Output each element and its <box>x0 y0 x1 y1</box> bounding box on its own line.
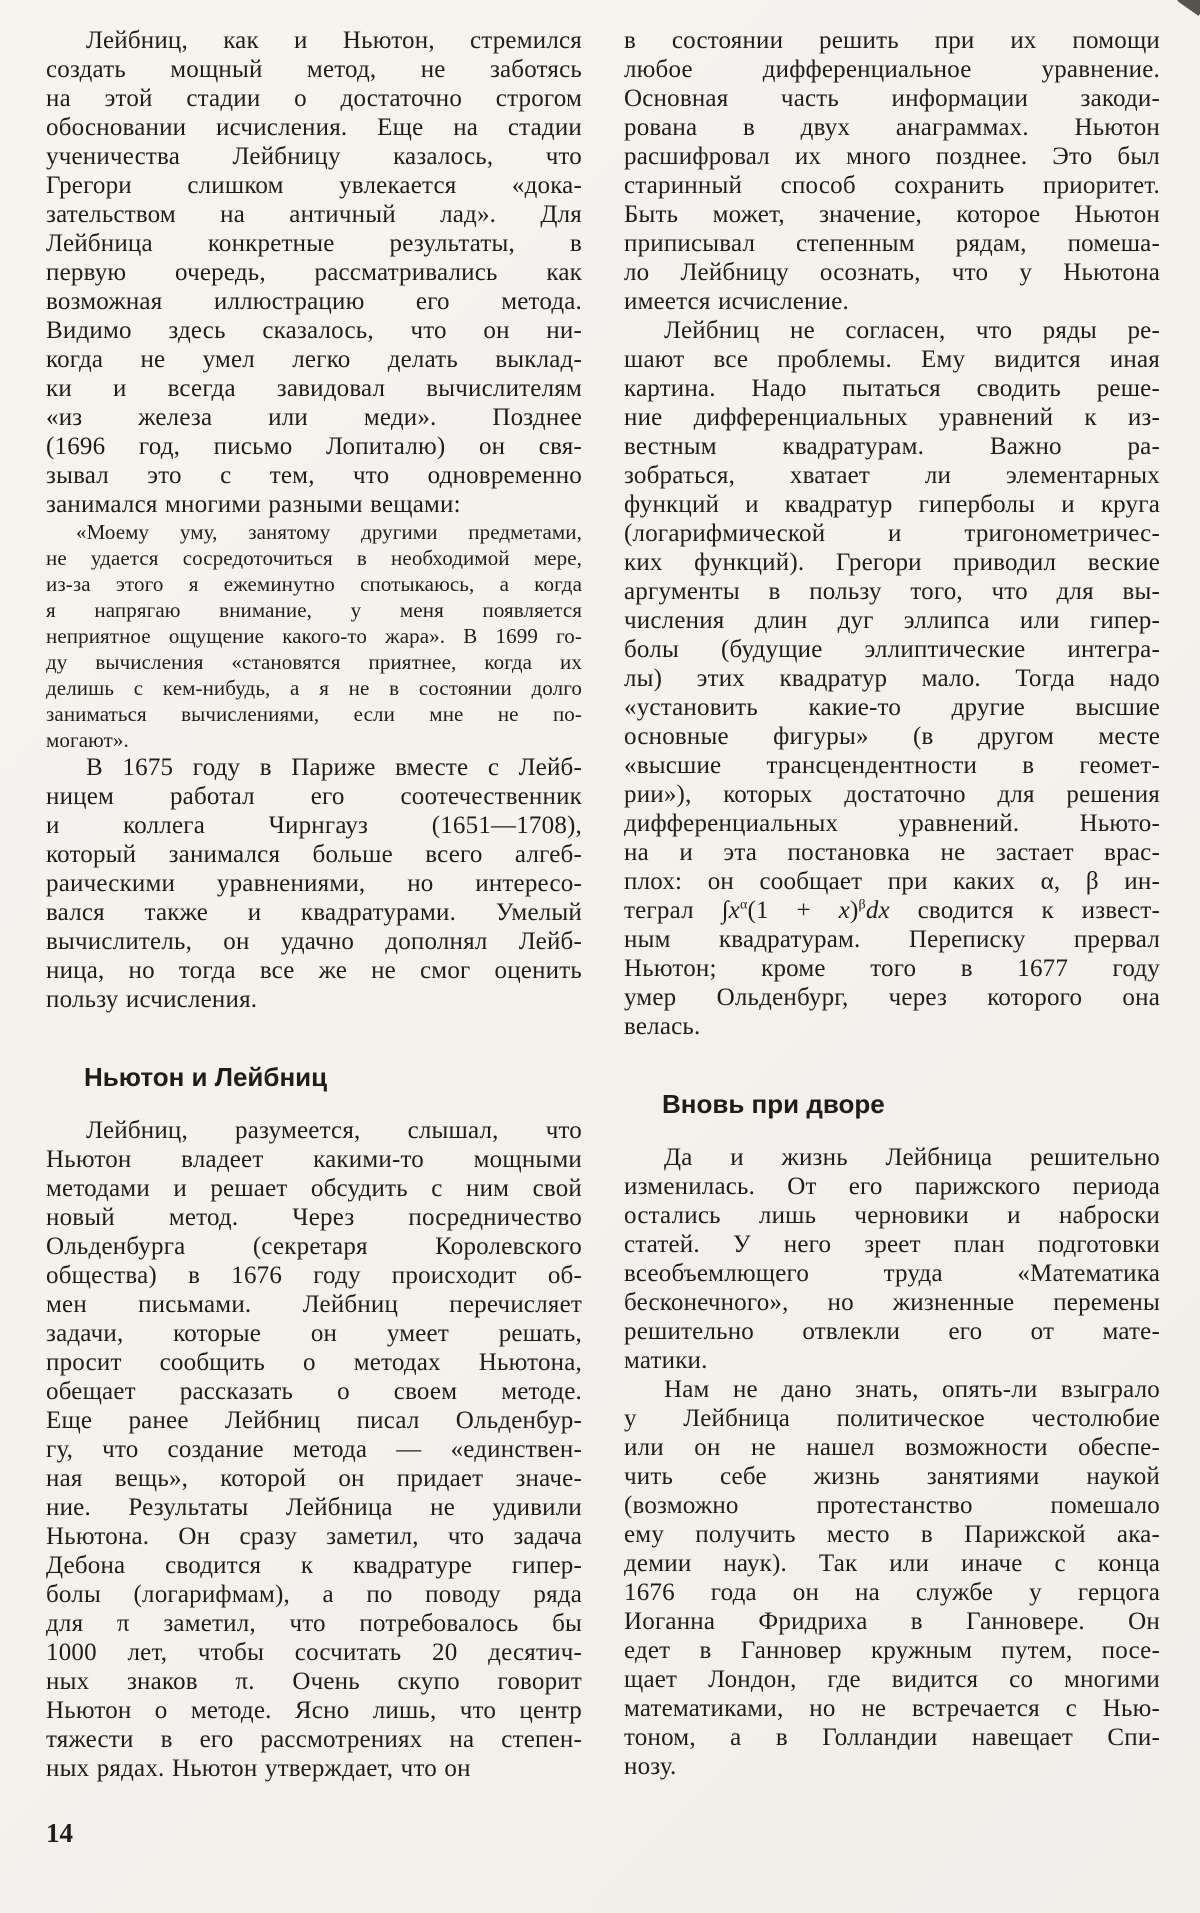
text-line: первую очередь, рассматривались как <box>46 259 582 286</box>
text-line: остались лишь черновики и наброски <box>624 1202 1160 1229</box>
text-line: лы) этих квадратур мало. Тогда надо <box>624 665 1160 692</box>
text-line: (1696 год, письмо Лопиталю) он свя- <box>46 433 582 460</box>
text-line: Ньютон; кроме того в 1677 году <box>624 955 1160 982</box>
text-line: обосновании исчисления. Еще на стадии <box>46 114 582 141</box>
paragraph <box>624 1375 1160 1781</box>
text-line: для π заметил, что потребовалось бы <box>46 1610 582 1637</box>
text-line: ницем работал его соотечественник <box>46 783 582 810</box>
text-line: ких функций). Грегори приводил веские <box>624 549 1160 576</box>
text-line: заниматься вычислениями, если мне не по- <box>46 702 582 726</box>
text-line: гу, что создание метода — «единствен- <box>46 1436 582 1463</box>
text-line: Лейбниц не согласен, что ряды ре- <box>664 317 1160 344</box>
text-line: щает Лондон, где видится со многими <box>624 1666 1160 1693</box>
text-line: рии»), которых достаточно для решения <box>624 781 1160 808</box>
text-line: матики. <box>624 1347 708 1374</box>
paragraph <box>46 1116 582 1783</box>
text-line: делишь с кем-нибудь, а я не в состоянии долго <box>46 676 582 700</box>
text-line: Дебона сводится к квадратуре гипер- <box>46 1552 582 1579</box>
text-line: «из железа или меди». Позднее <box>46 404 582 431</box>
formula-segment: ) <box>849 897 859 924</box>
page-number: 14 <box>46 1818 73 1848</box>
paragraph <box>624 316 1160 1041</box>
text-line: новый метод. Через посредничество <box>46 1204 582 1231</box>
text-line: вычислитель, он удачно дополнял Лейб- <box>46 928 582 955</box>
text-line: любое дифференциальное уравнение. <box>624 56 1160 83</box>
formula-line <box>624 896 1160 925</box>
text-line: на и эта постановка не застает врас- <box>624 839 1160 866</box>
text-line: Видимо здесь сказалось, что он ни- <box>46 317 582 344</box>
text-columns <box>46 26 1160 1783</box>
text-line: не удается сосредоточиться в необходимой мере, <box>46 546 582 570</box>
text-line: ки и всегда завидовал вычислителям <box>46 375 582 402</box>
text-line: Быть может, значение, которое Ньютон <box>624 201 1160 228</box>
text-line: ло Лейбницу осознать, что у Ньютона <box>624 259 1160 286</box>
formula-segment: α <box>739 897 748 913</box>
text-line: зательством на античный лад». Для <box>46 201 582 228</box>
text-line: чить себе жизнь занятиями наукой <box>624 1463 1160 1490</box>
text-line: ным квадратурам. Переписку прервал <box>624 926 1160 953</box>
text-line: Ньютона. Он сразу заметил, что задача <box>46 1523 582 1550</box>
formula-segment: dx <box>865 897 890 924</box>
text-line: Лейбниц, как и Ньютон, стремился <box>86 27 582 54</box>
text-line: бесконечного», но жизненные перемены <box>624 1289 1160 1316</box>
text-line: просит сообщить о методах Ньютона, <box>46 1349 582 1376</box>
text-line: «Моему уму, занятому другими предметами, <box>76 520 582 544</box>
text-line: велась. <box>624 1013 701 1040</box>
text-line: общества) в 1676 году происходит об- <box>46 1262 582 1289</box>
text-line: который занимался больше всего алгеб- <box>46 841 582 868</box>
text-line: и коллега Чирнгауз (1651—1708), <box>46 812 582 839</box>
text-line: болы (логарифмам), а по поводу ряда <box>46 1581 582 1608</box>
text-line: функций и квадратур гиперболы и круга <box>624 491 1160 518</box>
text-line: решительно отвлекли его от мате- <box>624 1318 1160 1345</box>
text-line: у Лейбница политическое честолюбие <box>624 1405 1160 1432</box>
text-line: шают все проблемы. Ему видится иная <box>624 346 1160 373</box>
text-line: могают». <box>46 728 129 752</box>
text-line: приписывал степенным рядам, помеша- <box>624 230 1160 257</box>
left-column <box>46 26 582 1783</box>
formula-segment: (1 + <box>747 897 839 924</box>
paragraph <box>46 753 582 1014</box>
text-line: занимался многими разными вещами: <box>46 491 461 518</box>
text-line: мен письмами. Лейбниц перечисляет <box>46 1291 582 1318</box>
text-line: имеется исчисление. <box>624 288 849 315</box>
quote-paragraph <box>46 519 582 753</box>
text-line: в состоянии решить при их помощи <box>624 27 1160 54</box>
text-line: В 1675 году в Париже вместе с Лейб- <box>86 754 582 781</box>
text-line: числения длин дуг эллипса или гипер- <box>624 607 1160 634</box>
text-line: Да и жизнь Лейбница решительно <box>664 1144 1160 1171</box>
text-line: демии наук). Так или иначе с конца <box>624 1550 1160 1577</box>
text-line: ница, но тогда все же не смог оценить <box>46 957 582 984</box>
text-line: задачи, которые он умеет решать, <box>46 1320 582 1347</box>
text-line: рована в двух анаграммах. Ньютон <box>624 114 1160 141</box>
text-line: (логарифмической и тригонометричес- <box>624 520 1160 547</box>
text-line: из-за этого я ежеминутно спотыкаюсь, а когда <box>46 572 582 596</box>
text-line: вестным квадратурам. Важно ра- <box>624 433 1160 460</box>
text-line: изменилась. От его парижского периода <box>624 1173 1160 1200</box>
text-line: старинный способ сохранить приоритет. <box>624 172 1160 199</box>
text-line: Нам не дано знать, опять-ли взыграло <box>664 1376 1160 1403</box>
text-line: Лейбница конкретные результаты, в <box>46 230 582 257</box>
text-line: или он не нашел возможности обеспе- <box>624 1434 1160 1461</box>
text-line: Ольденбурга (секретаря Королевского <box>46 1233 582 1260</box>
text-line: ему получить место в Парижской ака- <box>624 1521 1160 1548</box>
paragraph <box>624 26 1160 316</box>
text-line: пользу исчисления. <box>46 986 258 1013</box>
text-line: обещает рассказать о своем методе. <box>46 1378 582 1405</box>
text-line: тяжести в его рассмотрениях на степен- <box>46 1726 582 1753</box>
text-line: Лейбниц, разумеется, слышал, что <box>86 1117 582 1144</box>
text-line: аргументы в пользу того, что для вы- <box>624 578 1160 605</box>
text-line: на этой стадии о достаточно строгом <box>46 85 582 112</box>
text-line: Грегори слишком увлекается «дока- <box>46 172 582 199</box>
scan-artifact <box>1177 0 1200 16</box>
text-line: ние дифференциальных уравнений к из- <box>624 404 1160 431</box>
right-column <box>624 26 1160 1783</box>
text-line: неприятное ощущение какого-то жара». В 1699 го- <box>46 624 582 648</box>
formula-segment: x <box>728 897 740 924</box>
text-line: создать мощный метод, не заботясь <box>46 56 582 83</box>
text-line: основные фигуры» (в другом месте <box>624 723 1160 750</box>
text-line: умер Ольденбург, через которого она <box>624 984 1160 1011</box>
paragraph <box>46 26 582 519</box>
text-line: я напрягаю внимание, у меня появляется <box>46 598 582 622</box>
text-line: едет в Ганновер кружным путем, посе- <box>624 1637 1160 1664</box>
text-line: ученичества Лейбницу казалось, что <box>46 143 582 170</box>
text-line: (возможно протестанство помешало <box>624 1492 1160 1519</box>
formula-segment: β <box>858 897 866 913</box>
paragraph <box>624 1143 1160 1375</box>
text-line: ду вычисления «становятся приятнее, когда их <box>46 650 582 674</box>
text-line: когда не умел легко делать выклад- <box>46 346 582 373</box>
section-heading: Вновь при дворе <box>662 1089 885 1119</box>
text-line: зобраться, хватает ли элементарных <box>624 462 1160 489</box>
formula-segment: ∫ <box>721 897 729 924</box>
text-line: тоном, а в Голландии навещает Спи- <box>624 1724 1160 1751</box>
text-line: Ньютон о методе. Ясно лишь, что центр <box>46 1697 582 1724</box>
text-line: дифференциальных уравнений. Ньюто- <box>624 810 1160 837</box>
text-line: 1000 лет, чтобы сосчитать 20 десятич- <box>46 1639 582 1666</box>
text-line: нозу. <box>624 1753 677 1780</box>
text-line: 1676 года он на службе у герцога <box>624 1579 1160 1606</box>
text-line: Еще ранее Лейбниц писал Ольденбур- <box>46 1407 582 1434</box>
text-line: методами и решает обсудить с ним свой <box>46 1175 582 1202</box>
text-line: вался также и квадратурами. Умелый <box>46 899 582 926</box>
text-line: Основная часть информации закоди- <box>624 85 1160 112</box>
text-line: раическими уравнениями, но интересо- <box>46 870 582 897</box>
text-line: ных рядах. Ньютон утверждает, что он <box>46 1755 471 1782</box>
text-line: расшифровал их много позднее. Это был <box>624 143 1160 170</box>
text-line: «высшие трансцендентности в геомет- <box>624 752 1160 779</box>
text-line: болы (будущие эллиптические интегра- <box>624 636 1160 663</box>
text-line: ных знаков π. Очень скупо говорит <box>46 1668 582 1695</box>
formula-segment: теграл <box>624 897 722 924</box>
formula-segment: сводится к извест- <box>889 897 1161 924</box>
text-line: ная вещь», которой он придает значе- <box>46 1465 582 1492</box>
text-line: статей. У него зреет план подготовки <box>624 1231 1160 1258</box>
text-line: картина. Надо пытаться сводить реше- <box>624 375 1160 402</box>
text-line: Иоганна Фридриха в Ганновере. Он <box>624 1608 1160 1635</box>
section-heading: Ньютон и Лейбниц <box>84 1062 328 1092</box>
text-line: плох: он сообщает при каких α, β ин- <box>624 868 1160 895</box>
text-line: математиками, но не встречается с Нью- <box>624 1695 1160 1722</box>
text-line: Ньютон владеет какими-то мощными <box>46 1146 582 1173</box>
text-line: «установить какие-то другие высшие <box>624 694 1160 721</box>
text-line: всеобъемлющего труда «Математика <box>624 1260 1160 1287</box>
text-line: возможная иллюстрацию его метода. <box>46 288 582 315</box>
text-line: ние. Результаты Лейбница не удивили <box>46 1494 582 1521</box>
text-line: зывал это с тем, что одновременно <box>46 462 582 489</box>
formula-segment: x <box>838 897 850 924</box>
